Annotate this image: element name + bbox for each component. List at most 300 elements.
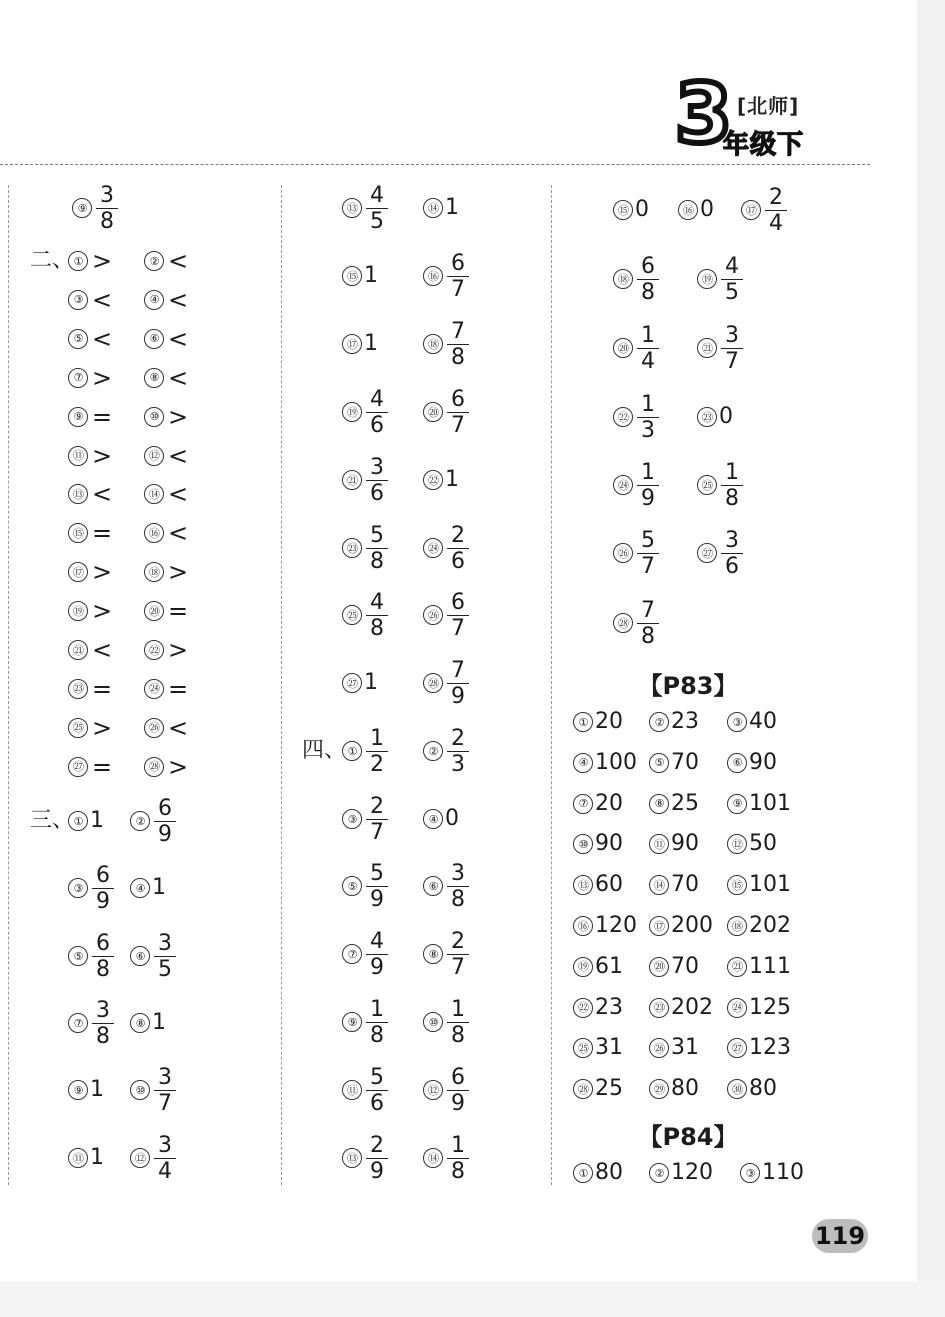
fraction-numerator: 6	[158, 795, 172, 821]
fraction-numerator: 2	[769, 184, 783, 210]
question-number: ⑳	[423, 402, 443, 422]
answer-item	[697, 318, 743, 378]
answer-item	[697, 249, 743, 309]
fraction-answer	[154, 1133, 176, 1184]
fraction-numerator: 1	[641, 459, 655, 485]
answer-item	[342, 924, 388, 984]
comparison-sign: <	[92, 324, 113, 353]
answer-item	[613, 387, 659, 447]
answer-item	[342, 992, 388, 1052]
fraction-denominator: 9	[158, 821, 172, 847]
fraction-numerator: 6	[451, 386, 465, 412]
numeric-answer	[740, 1143, 804, 1203]
answer-value: 1	[364, 331, 378, 356]
question-number: ⑮	[68, 523, 88, 543]
comparison-sign: =	[168, 674, 189, 703]
question-number: ⑤	[68, 329, 88, 349]
question-number: ②	[649, 1163, 669, 1183]
answer-item	[678, 180, 714, 240]
answer-item	[130, 1128, 176, 1188]
question-number: ⑪	[68, 1148, 88, 1168]
question-number: ④	[144, 290, 164, 310]
fraction-denominator: 7	[725, 348, 739, 374]
answer-item	[342, 518, 388, 578]
answer-value: 20	[595, 709, 623, 734]
answer-value: 125	[749, 994, 791, 1020]
question-number: ㉑	[697, 338, 717, 358]
answer-item	[423, 178, 459, 238]
fraction-answer	[366, 455, 388, 506]
fraction-denominator: 3	[451, 751, 465, 777]
comparison-sign: =	[168, 597, 189, 626]
question-number: ⑰	[342, 334, 362, 354]
question-number: ㉑	[727, 957, 747, 977]
fraction-numerator: 6	[451, 1064, 465, 1090]
question-number: ①	[68, 811, 88, 831]
fraction-answer	[366, 726, 388, 777]
question-number: ⑤	[68, 946, 88, 966]
question-number: ⑨	[342, 1012, 362, 1032]
question-number: ㉗	[697, 543, 717, 563]
answer-item	[423, 653, 469, 713]
answer-item	[130, 1060, 176, 1120]
fraction-denominator: 7	[451, 954, 465, 980]
fraction-denominator: 8	[451, 886, 465, 912]
fraction-answer	[366, 523, 388, 574]
fraction-denominator: 9	[370, 1158, 384, 1184]
question-number: ⑱	[423, 334, 443, 354]
question-number: ②	[130, 811, 150, 831]
question-number: ⑲	[573, 957, 593, 977]
question-number: ㉓	[342, 538, 362, 558]
question-number: ⑨	[72, 198, 92, 218]
fraction-numerator: 6	[96, 862, 110, 888]
fraction-numerator: 3	[158, 1132, 172, 1158]
numeric-answer	[573, 1143, 623, 1203]
fraction-answer	[637, 528, 659, 579]
fraction-answer	[447, 251, 469, 302]
comparison-sign: >	[92, 363, 113, 392]
fraction-numerator: 4	[370, 928, 384, 954]
question-number: ②	[144, 251, 164, 271]
page-bottom-shade	[0, 1281, 945, 1317]
question-number: ㉖	[613, 543, 633, 563]
answer-item	[68, 791, 104, 851]
question-number: ③	[68, 878, 88, 898]
question-number: ⑯	[423, 266, 443, 286]
answer-item	[613, 593, 659, 653]
answer-item	[423, 1128, 469, 1188]
fraction-numerator: 4	[725, 253, 739, 279]
answer-item	[68, 858, 114, 918]
fraction-answer	[637, 598, 659, 649]
question-number: ④	[423, 809, 443, 829]
fraction-denominator: 9	[96, 888, 110, 914]
fraction-denominator: 8	[451, 1158, 465, 1184]
question-number: ㉒	[144, 640, 164, 660]
answer-item	[613, 523, 659, 583]
answer-item	[423, 1060, 469, 1120]
fraction-answer	[366, 861, 388, 912]
question-number: ⑲	[697, 269, 717, 289]
fraction-denominator: 9	[451, 683, 465, 709]
question-number: ①	[573, 1163, 593, 1183]
question-number: ⑭	[423, 1148, 443, 1168]
column-divider-2	[551, 185, 552, 1185]
fraction-answer	[154, 931, 176, 982]
fraction-denominator: 6	[725, 553, 739, 579]
question-number: ③	[740, 1163, 760, 1183]
question-number: ⑱	[144, 562, 164, 582]
answer-item	[342, 314, 378, 374]
question-number: ⑧	[423, 944, 443, 964]
fraction-denominator: 8	[96, 956, 110, 982]
question-number: ⑦	[68, 368, 88, 388]
fraction-answer	[366, 1133, 388, 1184]
answer-item	[342, 721, 388, 781]
answer-item	[342, 178, 388, 238]
question-number: ⑨	[68, 407, 88, 427]
answer-item	[68, 926, 114, 986]
fraction-denominator: 6	[370, 412, 384, 438]
fraction-denominator: 8	[370, 548, 384, 574]
fraction-answer	[447, 590, 469, 641]
answer-value: 70	[671, 953, 699, 979]
fraction-answer	[447, 523, 469, 574]
answer-value: 80	[671, 1076, 699, 1102]
question-number: ⑦	[68, 1013, 88, 1033]
fraction-answer	[154, 796, 176, 847]
question-number: ㉕	[342, 605, 362, 625]
fraction-denominator: 8	[451, 344, 465, 370]
comparison-sign: >	[92, 558, 113, 587]
question-number: ㉘	[423, 673, 443, 693]
fraction-numerator: 5	[370, 860, 384, 886]
question-number: ⑥	[727, 753, 747, 773]
answer-item	[423, 585, 469, 645]
page-reference-heading: 【P83】	[638, 672, 738, 700]
fraction-answer	[721, 323, 743, 374]
fraction-answer	[447, 658, 469, 709]
answer-value: 23	[595, 994, 623, 1020]
fraction-numerator: 7	[451, 318, 465, 344]
fraction-answer	[447, 387, 469, 438]
answer-item	[697, 387, 733, 447]
question-number: ⑲	[342, 402, 362, 422]
fraction-answer	[637, 460, 659, 511]
question-number: ⑨	[727, 794, 747, 814]
answer-item	[423, 721, 469, 781]
question-number: ㉓	[697, 407, 717, 427]
fraction-numerator: 1	[370, 725, 384, 751]
fraction-numerator: 1	[725, 459, 739, 485]
question-number: ⑰	[741, 200, 761, 220]
fraction-numerator: 3	[158, 1064, 172, 1090]
question-number: ⑫	[130, 1148, 150, 1168]
fraction-numerator: 3	[100, 182, 114, 208]
fraction-denominator: 5	[158, 956, 172, 982]
comparison-sign: <	[168, 713, 189, 742]
fraction-numerator: 5	[641, 527, 655, 553]
question-number: ⑨	[68, 1080, 88, 1100]
answer-value: 1	[90, 1145, 104, 1170]
question-number: ㉘	[613, 613, 633, 633]
answer-item	[697, 455, 743, 515]
question-number: ⑰	[649, 916, 669, 936]
question-number: ㉖	[423, 605, 443, 625]
comparison-sign: >	[92, 597, 113, 626]
fraction-numerator: 5	[370, 1064, 384, 1090]
comparison-sign: <	[168, 324, 189, 353]
question-number: ⑫	[727, 834, 747, 854]
fraction-answer	[447, 929, 469, 980]
fraction-numerator: 3	[96, 997, 110, 1023]
fraction-numerator: 4	[370, 589, 384, 615]
answer-value: 25	[671, 790, 699, 816]
fraction-numerator: 6	[451, 589, 465, 615]
answer-value: 1	[445, 195, 459, 220]
answer-value: 120	[671, 1160, 713, 1185]
fraction-numerator: 1	[370, 996, 384, 1022]
fraction-numerator: 6	[96, 930, 110, 956]
question-number: ⑲	[68, 601, 88, 621]
fraction-numerator: 3	[158, 930, 172, 956]
publisher-label: [北师]	[737, 94, 800, 118]
question-number: ⑧	[144, 368, 164, 388]
question-number: ⑬	[68, 484, 88, 504]
answer-value: 0	[700, 197, 714, 222]
grade-badge	[675, 67, 835, 170]
fraction-denominator: 4	[641, 348, 655, 374]
question-number: ⑭	[423, 198, 443, 218]
fraction-answer	[154, 1065, 176, 1116]
question-number: ⑥	[423, 876, 443, 896]
fraction-denominator: 8	[100, 208, 114, 234]
answer-value: 111	[749, 953, 791, 979]
question-number: ㉔	[727, 998, 747, 1018]
question-number: ⑥	[130, 946, 150, 966]
comparison-sign: =	[92, 402, 113, 431]
column-divider-1	[281, 185, 282, 1185]
fraction-answer	[637, 323, 659, 374]
answer-value: 23	[671, 709, 699, 734]
question-number: ①	[573, 712, 593, 732]
question-number: ㉔	[423, 538, 443, 558]
question-number: ㉗	[727, 1038, 747, 1058]
page-edge-shade	[917, 0, 945, 1317]
fraction-numerator: 3	[725, 527, 739, 553]
question-number: ⑱	[727, 916, 747, 936]
fraction-denominator: 6	[370, 1090, 384, 1116]
comparison-sign: <	[92, 480, 113, 509]
fraction-numerator: 4	[370, 386, 384, 412]
fraction-denominator: 9	[370, 954, 384, 980]
answer-item	[613, 180, 649, 240]
answer-value: 202	[671, 994, 713, 1020]
fraction-denominator: 2	[370, 751, 384, 777]
answer-value: 40	[749, 709, 777, 734]
answer-item	[423, 856, 469, 916]
question-number: ㉑	[68, 640, 88, 660]
answer-item	[423, 518, 469, 578]
question-number: ⑩	[573, 834, 593, 854]
answer-value: 0	[635, 197, 649, 222]
header-divider	[0, 164, 870, 165]
answer-value: 1	[152, 875, 166, 900]
comparison-sign: >	[168, 402, 189, 431]
fraction-answer	[637, 254, 659, 305]
question-number: ⑬	[342, 198, 362, 218]
fraction-answer	[366, 590, 388, 641]
answer-item	[130, 858, 166, 918]
question-number: ⑤	[342, 876, 362, 896]
fraction-denominator: 4	[158, 1158, 172, 1184]
question-number: ㉔	[613, 475, 633, 495]
numeric-answer	[649, 1059, 699, 1119]
section-number: 四、	[302, 738, 347, 763]
fraction-denominator: 8	[370, 615, 384, 641]
question-number: ⑭	[649, 875, 669, 895]
answer-value: 61	[595, 953, 623, 979]
fraction-denominator: 9	[641, 485, 655, 511]
answer-value: 200	[671, 913, 713, 938]
page-reference-heading: 【P84】	[638, 1123, 738, 1151]
question-number: ⑧	[130, 1013, 150, 1033]
question-number: ⑪	[68, 446, 88, 466]
comparison-sign: >	[92, 247, 113, 275]
question-number: ⑯	[144, 523, 164, 543]
fraction-numerator: 7	[641, 597, 655, 623]
numeric-answer	[649, 1143, 713, 1203]
question-number: ㉔	[144, 679, 164, 699]
answer-item	[130, 791, 176, 851]
question-number: ⑳	[144, 601, 164, 621]
answer-item	[342, 246, 378, 306]
fraction-answer	[366, 183, 388, 234]
column-divider-left	[8, 185, 9, 1185]
fraction-answer	[447, 861, 469, 912]
answer-item	[342, 450, 388, 510]
question-number: ⑫	[144, 446, 164, 466]
question-number: ㉘	[573, 1079, 593, 1099]
question-number: ⑯	[573, 916, 593, 936]
comparison-sign: =	[92, 752, 113, 781]
fraction-answer	[92, 931, 114, 982]
fraction-numerator: 1	[641, 391, 655, 417]
question-number: ①	[342, 741, 362, 761]
question-number: ⑤	[649, 753, 669, 773]
question-number: ⑯	[678, 200, 698, 220]
fraction-numerator: 4	[370, 182, 384, 208]
question-number: ㉘	[144, 757, 164, 777]
fraction-answer	[637, 392, 659, 443]
fraction-denominator: 9	[451, 1090, 465, 1116]
answer-value: 101	[749, 872, 791, 898]
fraction-answer	[447, 1133, 469, 1184]
fraction-answer	[765, 185, 787, 236]
question-number: ㉕	[697, 475, 717, 495]
fraction-answer	[96, 183, 118, 234]
question-number: ㉒	[573, 998, 593, 1018]
numeric-answer	[573, 1059, 623, 1119]
fraction-numerator: 2	[370, 793, 384, 819]
question-number: ⑮	[727, 875, 747, 895]
answer-value: 1	[364, 263, 378, 288]
section-number: 二、	[30, 248, 75, 273]
answer-item	[342, 1060, 388, 1120]
fraction-numerator: 6	[641, 253, 655, 279]
answer-value: 80	[595, 1160, 623, 1185]
question-number: ㉓	[68, 679, 88, 699]
answer-value: 31	[595, 1035, 623, 1061]
question-number: ③	[727, 712, 747, 732]
question-number: ㉒	[613, 407, 633, 427]
fraction-numerator: 2	[370, 1132, 384, 1158]
answer-value: 0	[719, 404, 733, 429]
page-number: 119	[812, 1219, 868, 1253]
fraction-numerator: 2	[451, 522, 465, 548]
answer-item	[342, 382, 388, 442]
answer-value: 90	[749, 749, 777, 775]
answer-item	[423, 992, 469, 1052]
question-number: ④	[130, 878, 150, 898]
comparison-sign: <	[168, 519, 189, 548]
answer-value: 60	[595, 872, 623, 898]
question-number: ⑭	[144, 484, 164, 504]
fraction-numerator: 2	[451, 928, 465, 954]
answer-item	[342, 856, 388, 916]
fraction-numerator: 1	[451, 996, 465, 1022]
question-number: ④	[573, 753, 593, 773]
answer-value: 25	[595, 1076, 623, 1102]
fraction-denominator: 7	[451, 412, 465, 438]
fraction-denominator: 6	[370, 480, 384, 506]
question-number: ⑳	[613, 338, 633, 358]
answer-item	[741, 180, 787, 240]
question-number: ⑪	[649, 834, 669, 854]
fraction-denominator: 7	[370, 819, 384, 845]
fraction-denominator: 8	[96, 1023, 110, 1049]
question-number: ③	[68, 290, 88, 310]
fraction-denominator: 8	[641, 623, 655, 649]
fraction-numerator: 3	[725, 322, 739, 348]
comparison-sign: >	[168, 558, 189, 587]
question-number: ②	[649, 712, 669, 732]
answer-value: 1	[364, 670, 378, 695]
comparison-sign: =	[92, 674, 113, 703]
fraction-denominator: 8	[725, 485, 739, 511]
answer-item	[68, 1128, 104, 1188]
question-number: ㉗	[68, 757, 88, 777]
fraction-answer	[721, 254, 743, 305]
fraction-answer	[366, 387, 388, 438]
answer-item	[697, 523, 743, 583]
question-number: ㉒	[423, 470, 443, 490]
question-number: ⑦	[573, 794, 593, 814]
question-number: ㉓	[649, 998, 669, 1018]
answer-value: 100	[595, 749, 637, 775]
fraction-numerator: 3	[451, 860, 465, 886]
comparison-sign: >	[168, 636, 189, 664]
answer-item	[342, 585, 388, 645]
fraction-answer	[366, 997, 388, 1048]
comparison-sign: <	[168, 363, 189, 392]
answer-value: 120	[595, 913, 637, 938]
fraction-answer	[447, 726, 469, 777]
question-number: ㉖	[649, 1038, 669, 1058]
comparison-sign: <	[168, 247, 189, 275]
answer-item	[423, 382, 469, 442]
